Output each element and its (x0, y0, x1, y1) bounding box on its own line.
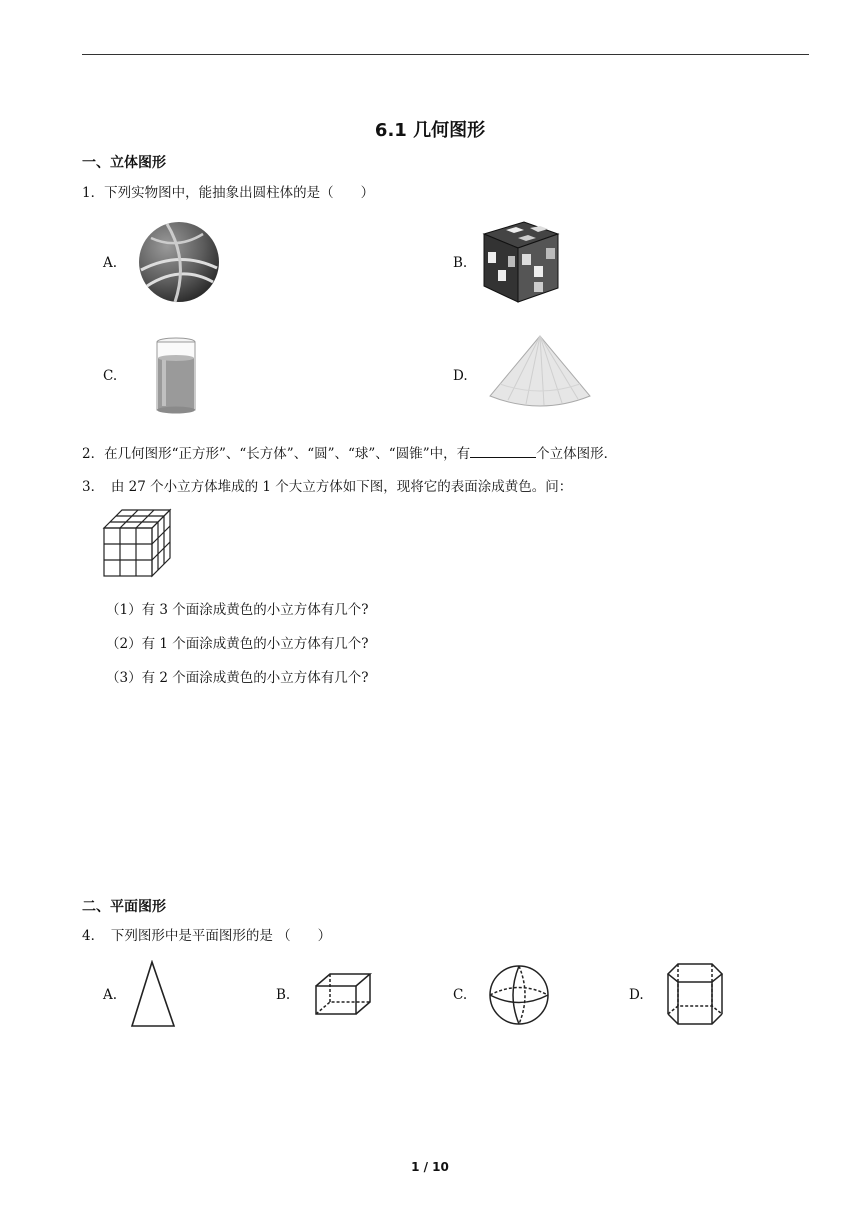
question-3-part-3: （3）有 2 个面涂成黄色的小立方体有几个? (106, 670, 369, 686)
header-rule (82, 54, 809, 55)
cuboid-icon (312, 970, 374, 1018)
rubiks-cube-icon (478, 218, 562, 304)
cube-grid-icon (102, 508, 172, 580)
answer-blank[interactable] (470, 445, 536, 458)
page-number: 1 / 10 (411, 1160, 449, 1174)
hexagonal-prism-icon (664, 960, 726, 1028)
question-1-stem: 1．下列实物图中，能抽象出圆柱体的是（ ） (82, 185, 375, 201)
q4-option-c-label: C. (453, 987, 468, 1003)
sphere-icon (487, 962, 551, 1028)
section-heading-solid: 一、立体图形 (82, 155, 166, 171)
question-3-stem: 3． 由 27 个小立方体堆成的 1 个大立方体如下图，现将它的表面涂成黄色。问： (82, 479, 573, 495)
q4-option-d-label: D. (629, 987, 644, 1003)
question-3-part-2: （2）有 1 个面涂成黄色的小立方体有几个? (106, 636, 369, 652)
q1-option-d-label: D. (453, 368, 468, 384)
cone-hat-icon (488, 334, 592, 410)
q4-option-a-label: A. (103, 987, 118, 1003)
question-2-stem-after: 个立体图形． (536, 446, 618, 462)
question-3-part-1: （1）有 3 个面涂成黄色的小立方体有几个? (106, 602, 369, 618)
section-heading-plane: 二、平面图形 (82, 899, 166, 915)
triangle-icon (130, 960, 178, 1028)
q1-option-b-label: B. (453, 255, 468, 271)
question-4-stem: 4． 下列图形中是平面图形的是 （ ） (82, 928, 332, 944)
question-2-stem-before: 2．在几何图形“正方形”、“长方体”、“圆”、“球”、“圆锥”中，有 (82, 446, 471, 462)
q4-option-b-label: B. (276, 987, 291, 1003)
page-title: 6.1 几何图形 (374, 120, 486, 141)
question-2 (82, 442, 617, 462)
basketball-icon (137, 220, 221, 304)
glass-cylinder-icon (154, 336, 198, 414)
q1-option-c-label: C. (103, 368, 118, 384)
q1-option-a-label: A. (103, 255, 118, 271)
